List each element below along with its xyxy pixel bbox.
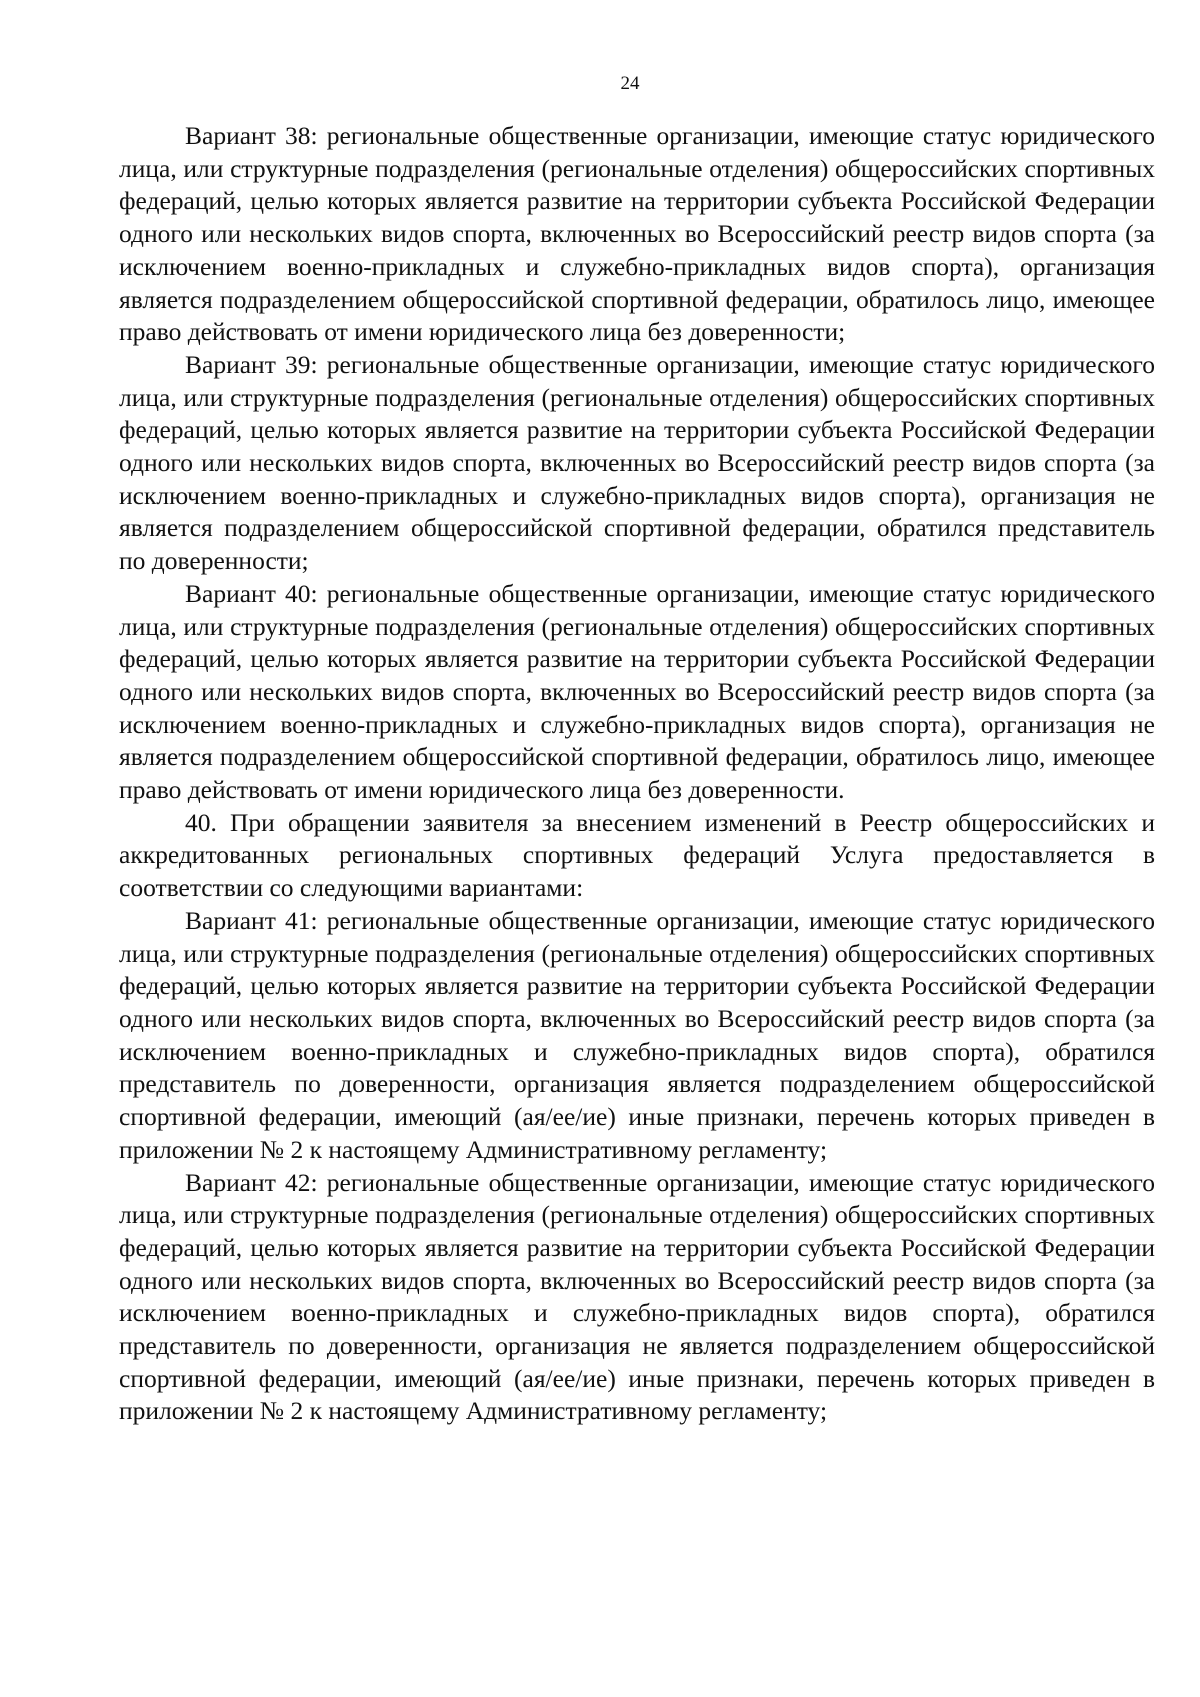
- paragraph-variant-40: Вариант 40: региональные общественные организации, имеющие статус юридического лица, или структурные подразделения (региональные отделения) общероссийских спортивных федераций, целью которых является развитие на территории субъекта Российской Федерации одного или нескольких видов спорта, включенных во Всероссийский реестр видов спорта (за исключением военно-прикладных и служебно-прикладных видов спорта), организация не является подразделением общероссийской спортивной федерации, обратилось лицо, имеющее право действовать от имени юридического лица без доверенности.: [119, 578, 1155, 805]
- paragraph-variant-41: Вариант 41: региональные общественные организации, имеющие статус юридического лица, или структурные подразделения (региональные отделения) общероссийских спортивных федераций, целью которых является развитие на территории субъекта Российской Федерации одного или нескольких видов спорта, включенных во Всероссийский реестр видов спорта (за исключением военно-прикладных и служебно-прикладных видов спорта), обратился представитель по доверенности, организация является подразделением общероссийской спортивной федерации, имеющий (ая/ее/ие) иные признаки, перечень которых приведен в приложении № 2 к настоящему Административному регламенту;: [119, 905, 1155, 1164]
- paragraph-clause-40: 40. При обращении заявителя за внесением изменений в Реестр общероссийских и аккредитованных региональных спортивных федераций Услуга предоставляется в соответствии со следующими вариантами:: [119, 807, 1155, 903]
- paragraph-variant-38: Вариант 38: региональные общественные организации, имеющие статус юридического лица, или структурные подразделения (региональные отделения) общероссийских спортивных федераций, целью которых является развитие на территории субъекта Российской Федерации одного или нескольких видов спорта, включенных во Всероссийский реестр видов спорта (за исключением военно-прикладных и служебно-прикладных видов спорта), организация является подразделением общероссийской спортивной федерации, обратилось лицо, имеющее право действовать от имени юридического лица без доверенности;: [119, 121, 1155, 347]
- paragraph-variant-39: Вариант 39: региональные общественные организации, имеющие статус юридического лица, или структурные подразделения (региональные отделения) общероссийских спортивных федераций, целью которых является развитие на территории субъекта Российской Федерации одного или нескольких видов спорта, включенных во Всероссийский реестр видов спорта (за исключением военно-прикладных и служебно-прикладных видов спорта), организация не является подразделением общероссийской спортивной федерации, обратился представитель по доверенности;: [119, 349, 1155, 576]
- paragraph-variant-42: Вариант 42: региональные общественные организации, имеющие статус юридического лица, или структурные подразделения (региональные отделения) общероссийских спортивных федераций, целью которых является развитие на территории субъекта Российской Федерации одного или нескольких видов спорта, включенных во Всероссийский реестр видов спорта (за исключением военно-прикладных и служебно-прикладных видов спорта), обратился представитель по доверенности, организация не является подразделением общероссийской спортивной федерации, имеющий (ая/ее/ие) иные признаки, перечень которых приведен в приложении № 2 к настоящему Административному регламенту;: [119, 1167, 1155, 1426]
- document-body: [119, 120, 1155, 1428]
- page-number: 24: [620, 73, 640, 94]
